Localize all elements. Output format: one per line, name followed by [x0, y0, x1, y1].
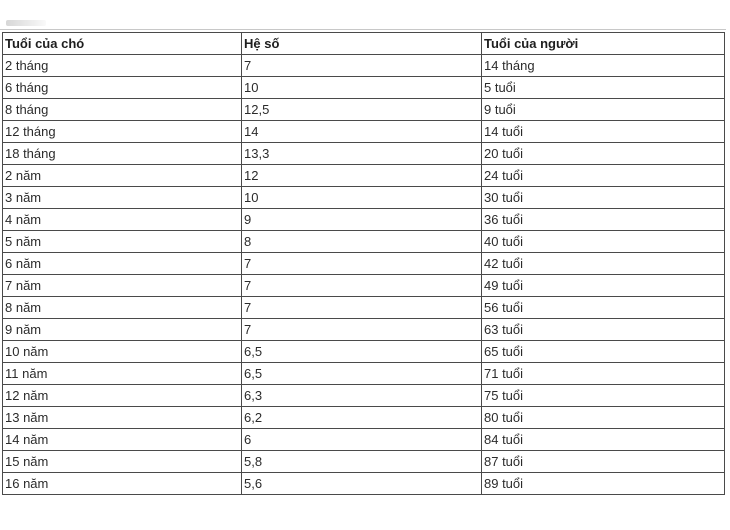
- table-row: [3, 99, 725, 121]
- cell-coefficient: 6,2: [242, 407, 482, 429]
- cell-human-age: 89 tuổi: [482, 473, 725, 495]
- cell-dog-age: 12 năm: [3, 385, 242, 407]
- cell-human-age: 56 tuổi: [482, 297, 725, 319]
- header-human-age: Tuổi của người: [482, 33, 725, 55]
- cell-coefficient: 13,3: [242, 143, 482, 165]
- cell-dog-age: 16 năm: [3, 473, 242, 495]
- table-row: [3, 143, 725, 165]
- cell-coefficient: 6: [242, 429, 482, 451]
- table-row: [3, 209, 725, 231]
- cell-coefficient: 6,5: [242, 341, 482, 363]
- cell-dog-age: 6 năm: [3, 253, 242, 275]
- table-row: [3, 121, 725, 143]
- cell-human-age: 5 tuổi: [482, 77, 725, 99]
- cell-dog-age: 2 năm: [3, 165, 242, 187]
- cell-human-age: 36 tuổi: [482, 209, 725, 231]
- cell-dog-age: 18 tháng: [3, 143, 242, 165]
- cell-dog-age: 13 năm: [3, 407, 242, 429]
- table-row: [3, 473, 725, 495]
- cell-human-age: 14 tháng: [482, 55, 725, 77]
- cell-human-age: 24 tuổi: [482, 165, 725, 187]
- cell-dog-age: 11 năm: [3, 363, 242, 385]
- cell-coefficient: 9: [242, 209, 482, 231]
- cell-human-age: 63 tuổi: [482, 319, 725, 341]
- cell-human-age: 40 tuổi: [482, 231, 725, 253]
- cell-coefficient: 6,5: [242, 363, 482, 385]
- cell-coefficient: 14: [242, 121, 482, 143]
- table-row: [3, 407, 725, 429]
- cell-human-age: 9 tuổi: [482, 99, 725, 121]
- cell-human-age: 30 tuổi: [482, 187, 725, 209]
- cell-dog-age: 7 năm: [3, 275, 242, 297]
- cell-human-age: 87 tuổi: [482, 451, 725, 473]
- cell-coefficient: 8: [242, 231, 482, 253]
- table-row: [3, 253, 725, 275]
- cell-dog-age: 5 năm: [3, 231, 242, 253]
- cell-coefficient: 5,8: [242, 451, 482, 473]
- table-row: [3, 187, 725, 209]
- scan-artifact: [6, 20, 46, 26]
- cell-coefficient: 7: [242, 275, 482, 297]
- cell-coefficient: 7: [242, 319, 482, 341]
- cell-coefficient: 5,6: [242, 473, 482, 495]
- cell-dog-age: 8 năm: [3, 297, 242, 319]
- table-body: [3, 55, 725, 495]
- table-row: [3, 297, 725, 319]
- cell-human-age: 49 tuổi: [482, 275, 725, 297]
- cell-dog-age: 6 tháng: [3, 77, 242, 99]
- cell-dog-age: 14 năm: [3, 429, 242, 451]
- cell-coefficient: 7: [242, 253, 482, 275]
- cell-coefficient: 12: [242, 165, 482, 187]
- dog-age-conversion-table: [2, 32, 725, 495]
- table-row: [3, 363, 725, 385]
- cell-human-age: 75 tuổi: [482, 385, 725, 407]
- cell-human-age: 84 tuổi: [482, 429, 725, 451]
- cell-dog-age: 8 tháng: [3, 99, 242, 121]
- header-coefficient: Hệ số: [242, 33, 482, 55]
- cell-dog-age: 3 năm: [3, 187, 242, 209]
- header-dog-age: Tuổi của chó: [3, 33, 242, 55]
- cell-dog-age: 15 năm: [3, 451, 242, 473]
- cell-dog-age: 2 tháng: [3, 55, 242, 77]
- header-row: [3, 33, 725, 55]
- cell-human-age: 14 tuổi: [482, 121, 725, 143]
- table-row: [3, 231, 725, 253]
- cell-human-age: 20 tuổi: [482, 143, 725, 165]
- table-row: [3, 55, 725, 77]
- cell-coefficient: 12,5: [242, 99, 482, 121]
- cell-coefficient: 10: [242, 77, 482, 99]
- cell-dog-age: 9 năm: [3, 319, 242, 341]
- table-row: [3, 341, 725, 363]
- cell-dog-age: 12 tháng: [3, 121, 242, 143]
- cell-human-age: 42 tuổi: [482, 253, 725, 275]
- table-header: [3, 33, 725, 55]
- cell-coefficient: 10: [242, 187, 482, 209]
- cell-human-age: 80 tuổi: [482, 407, 725, 429]
- cell-dog-age: 4 năm: [3, 209, 242, 231]
- table-row: [3, 385, 725, 407]
- top-divider: [0, 29, 726, 30]
- table-row: [3, 165, 725, 187]
- table-row: [3, 451, 725, 473]
- cell-dog-age: 10 năm: [3, 341, 242, 363]
- cell-coefficient: 7: [242, 55, 482, 77]
- table-row: [3, 319, 725, 341]
- cell-coefficient: 7: [242, 297, 482, 319]
- table-row: [3, 77, 725, 99]
- table-row: [3, 275, 725, 297]
- cell-human-age: 71 tuổi: [482, 363, 725, 385]
- cell-coefficient: 6,3: [242, 385, 482, 407]
- table-row: [3, 429, 725, 451]
- cell-human-age: 65 tuổi: [482, 341, 725, 363]
